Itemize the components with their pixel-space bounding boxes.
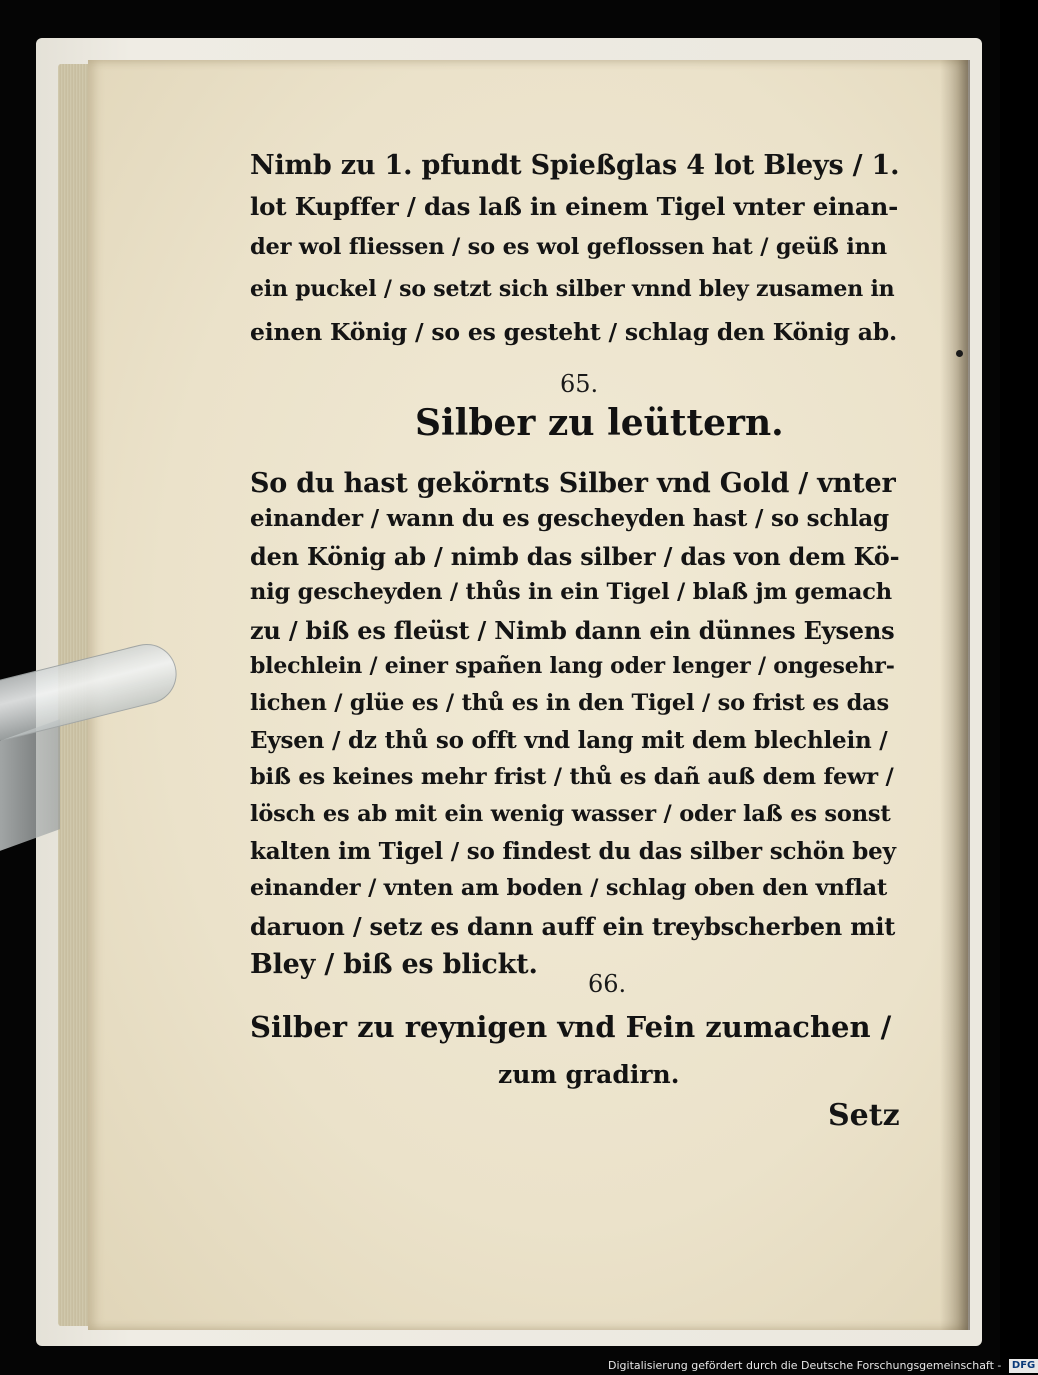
section-subheading: zum gradirn. — [498, 1060, 680, 1089]
catchword: Setz — [828, 1098, 900, 1133]
text-line: einander / wann du es gescheyden hast / so schlag — [250, 505, 889, 532]
text-line: lot Kupffer / das laß in einem Tigel vnter einan- — [250, 192, 899, 221]
dfg-logo-icon[interactable]: DFG — [1009, 1359, 1038, 1373]
text-line: kalten im Tigel / so findest du das silber schön bey — [250, 838, 896, 865]
text-line: der wol fliessen / so es wol geflossen hat / geüß inn — [250, 234, 887, 260]
text-line: einander / vnten am boden / schlag oben den vnflat — [250, 875, 888, 901]
text-line: So du hast gekörnts Silber vnd Gold / vnter — [250, 468, 896, 499]
section-number: 65. — [560, 370, 599, 398]
text-line: nig gescheyden / thůs in ein Tigel / blaß jm gemach — [250, 579, 892, 605]
footer-credit — [608, 1358, 1038, 1374]
text-line: Bley / biß es blickt. — [250, 949, 538, 980]
text-line: blechlein / einer spañen lang oder lenger / ongesehr- — [250, 653, 895, 679]
text-line: lösch es ab mit ein wenig wasser / oder laß es sonst — [250, 801, 891, 827]
text-line: biß es keines mehr frist / thů es dañ auß dem fewr / — [250, 764, 894, 790]
text-line: Nimb zu 1. pfundt Spießglas 4 lot Bleys / 1. — [250, 150, 900, 181]
section-heading: Silber zu reynigen vnd Fein zumachen / — [250, 1010, 892, 1044]
ink-dot — [956, 350, 963, 357]
section-number: 66. — [588, 970, 627, 998]
text-line: den König ab / nimb das silber / das von dem Kö- — [250, 542, 900, 571]
text-line: lichen / glüe es / thů es in den Tigel / so frist es das — [250, 690, 889, 716]
text-line: ein puckel / so setzt sich silber vnnd bley zusamen in — [250, 276, 895, 302]
page-gutter-shadow — [940, 60, 970, 1330]
text-line: einen König / so es gesteht / schlag den König ab. — [250, 318, 898, 346]
text-line: daruon / setz es dann auff ein treybscherben mit — [250, 912, 896, 941]
text-line: Eysen / dz thů so offt vnd lang mit dem blechlein / — [250, 727, 888, 754]
section-heading: Silber zu leüttern. — [415, 402, 784, 444]
footer-text: Digitalisierung gefördert durch die Deutsche Forschungsgemeinschaft - — [608, 1359, 1002, 1372]
text-line: zu / biß es fleüst / Nimb dann ein dünnes Eysens — [250, 616, 895, 645]
